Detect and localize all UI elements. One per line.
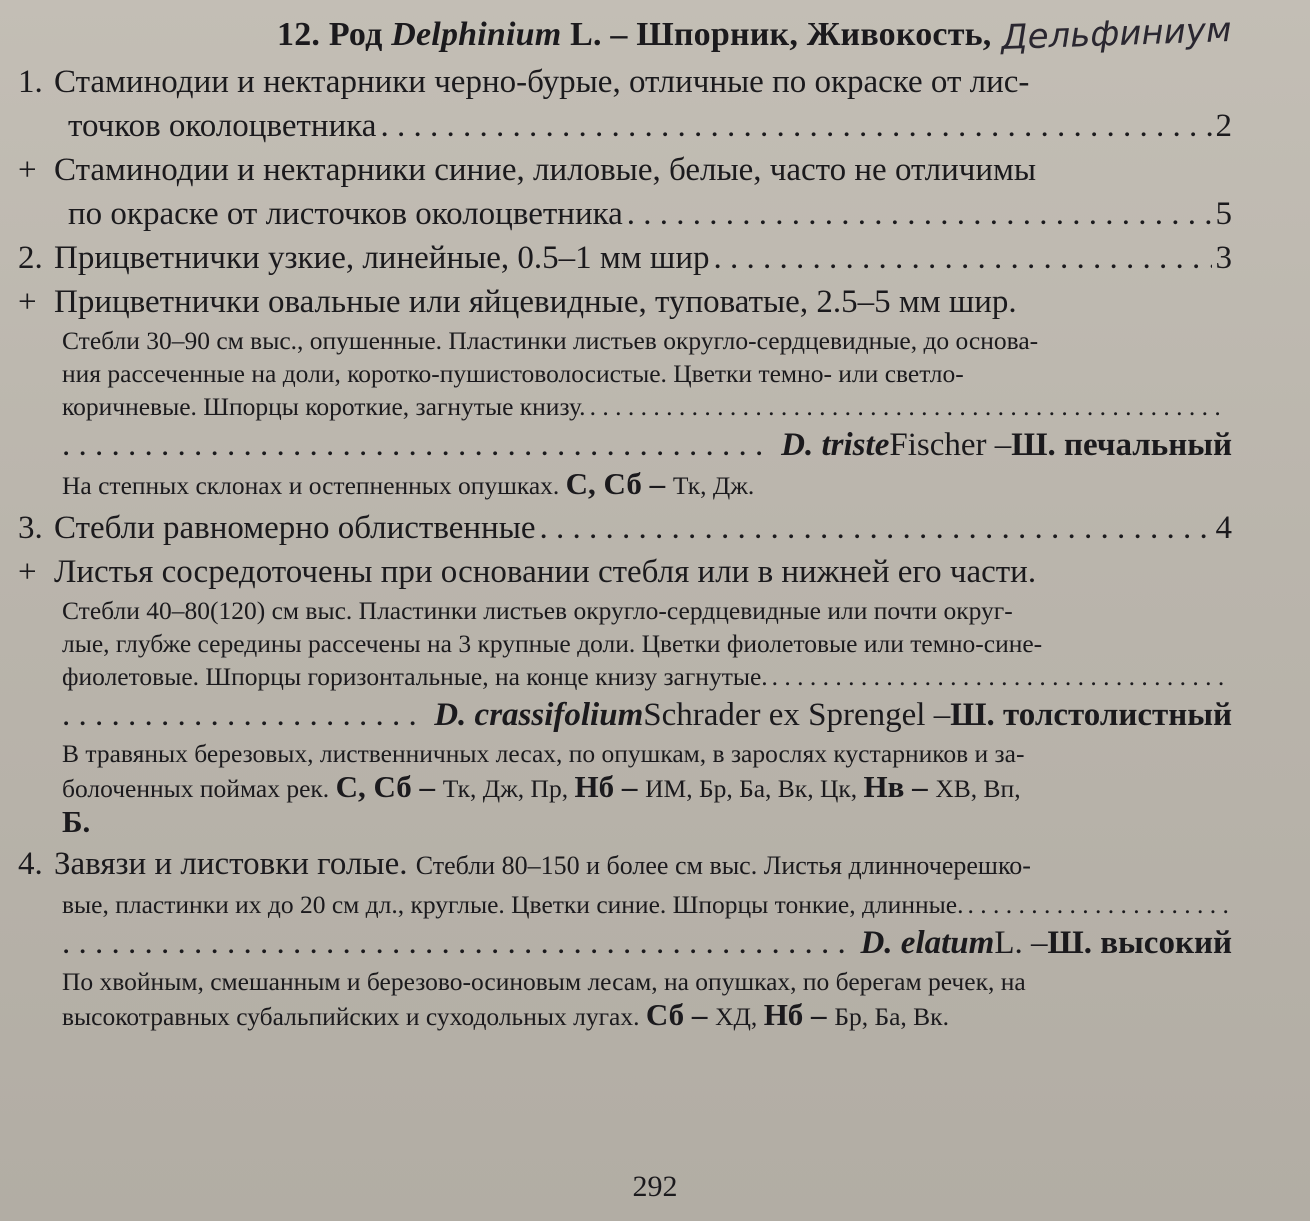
- region-subcode: Бр, Ба, Вк.: [834, 1002, 949, 1031]
- leader-dots: [62, 921, 852, 965]
- habitat-line: [62, 998, 1232, 1033]
- couplet-marker: 1.: [18, 64, 43, 100]
- couplet-text: Прицветнички узкие, линейные, 0.5–1 мм шир: [54, 240, 710, 276]
- species-russian-name: Ш. толстолистный: [950, 697, 1232, 733]
- leader-dots: [772, 660, 1228, 693]
- title-prefix: 12. Род: [277, 16, 392, 53]
- habitat-line: По хвойным, смешанным и березово-осиновым лесам, на опушках, по берегам речек, на: [62, 967, 1026, 996]
- species-author: L. –: [994, 925, 1048, 961]
- couplet-text: Завязи и листовки голые.: [54, 846, 416, 882]
- region-code: Б.: [62, 804, 91, 839]
- leader-dots: [540, 506, 1212, 550]
- habitat-text: болоченных поймах рек.: [62, 774, 336, 803]
- goto-number: 5: [1215, 196, 1232, 232]
- leader-dots: [714, 236, 1212, 280]
- species-name-line: [18, 921, 1232, 965]
- key-couplet-4: [18, 842, 1232, 888]
- species-russian-name: Ш. высокий: [1047, 925, 1232, 961]
- title-row: [18, 9, 1233, 59]
- goto-number: 3: [1215, 240, 1232, 276]
- habitat-text: высокотравных субальпийских и суходольных лугах.: [62, 1002, 646, 1031]
- region-subcode: ИМ, Бр, Ба, Вк, Цк,: [645, 774, 864, 803]
- region-code: С, Сб –: [565, 466, 673, 501]
- species-latin-name: D. elatum: [860, 925, 995, 961]
- region-subcode: ХД,: [715, 1002, 764, 1031]
- description-line: ния рассеченные на доли, коротко-пушистоволосистые. Цветки темно- или светло-: [62, 359, 964, 388]
- couplet-marker: +: [18, 152, 37, 188]
- leader-dots: [380, 104, 1211, 148]
- description-text: коричневые. Шпорцы короткие, загнутые книзу.: [62, 392, 586, 421]
- description-line: [62, 660, 1232, 693]
- leader-dots: [62, 693, 426, 737]
- species-habitat: [18, 737, 1232, 838]
- region-code: С, Сб –: [335, 769, 443, 804]
- region-subcode: Тк, Дж.: [672, 471, 755, 500]
- couplet-text: Листья сосредоточены при основании стебля или в нижней его части.: [54, 554, 1037, 590]
- couplet-marker: 4.: [18, 846, 43, 882]
- key-couplet-2: [18, 236, 1232, 280]
- title-genus: Delphinium: [391, 16, 562, 53]
- region-subcode: ХВ, Вп,: [935, 774, 1021, 803]
- species-russian-name: Ш. печальный: [1011, 427, 1232, 463]
- description-line: лые, глубже середины рассечены на 3 крупные доли. Цветки фиолетовые или темно-сине-: [62, 629, 1043, 658]
- key-couplet-1: [18, 60, 1232, 104]
- species-latin-name: D. triste: [781, 427, 890, 463]
- habitat-line: [62, 770, 1232, 805]
- title-suffix: L. – Шпорник, Живокость,: [561, 16, 992, 53]
- description-line: [62, 390, 1232, 423]
- region-code: Нб –: [574, 769, 646, 804]
- key-couplet-2b: [18, 280, 1232, 324]
- key-couplet-3: [18, 506, 1232, 550]
- leader-dots: [590, 390, 1228, 423]
- region-code: Нв –: [863, 769, 936, 804]
- couplet-text: Стаминодии и нектарники синие, лиловые, белые, часто не отличимы: [54, 152, 1037, 188]
- couplet-text: Стаминодии и нектарники черно-бурые, отличные по окраске от лис-: [54, 64, 1030, 100]
- species-name-line: [18, 423, 1232, 467]
- key-couplet-1b-cont: [18, 192, 1232, 236]
- genus-title: [277, 16, 991, 54]
- region-code: Сб –: [645, 997, 716, 1032]
- goto-number: 4: [1215, 510, 1232, 546]
- species-habitat: [18, 467, 1232, 502]
- species-description: [18, 324, 1232, 423]
- region-code: Нб –: [763, 997, 835, 1032]
- species-latin-name: D. crassifolium: [434, 697, 644, 733]
- leader-dots: [62, 423, 773, 467]
- couplet-text: по окраске от листочков околоцветника: [68, 196, 623, 232]
- species-author: Schrader ex Sprengel –: [643, 697, 951, 733]
- couplet-marker: 3.: [18, 510, 43, 546]
- couplet-text: Стебли равномерно облиственные: [54, 510, 536, 546]
- couplet-marker: 2.: [18, 240, 43, 276]
- leader-dots: [967, 888, 1228, 921]
- key-couplet-1-cont: [18, 104, 1232, 148]
- description-text: фиолетовые. Шпорцы горизонтальные, на конце книзу загнутые.: [62, 662, 768, 691]
- handwritten-note: Дельфиниум: [1000, 9, 1233, 59]
- species-name-line: [18, 693, 1232, 737]
- species-habitat: [18, 965, 1232, 1033]
- couplet-text: Прицветнички овальные или яйцевидные, туповатые, 2.5–5 мм шир.: [54, 284, 1017, 320]
- species-author: Fischer –: [889, 427, 1012, 463]
- species-description: [18, 888, 1232, 921]
- description-line: Стебли 30–90 см выс., опушенные. Пластинки листьев округло-сердцевидные, до основа-: [62, 326, 1039, 355]
- description-text: Стебли 80–150 и более см выс. Листья длинночерешко-: [415, 851, 1031, 880]
- habitat-line: В травяных березовых, лиственничных лесах, по опушкам, в зарослях кустарников и за-: [62, 739, 1025, 768]
- couplet-marker: +: [18, 554, 37, 590]
- couplet-text: точков околоцветника: [68, 108, 377, 144]
- key-couplet-3b: [18, 550, 1232, 594]
- habitat-text: На степных склонах и остепненных опушках.: [62, 471, 566, 500]
- key-couplet-1b: [18, 148, 1232, 192]
- page-number: 292: [632, 1170, 678, 1203]
- goto-number: 2: [1215, 108, 1232, 144]
- region-subcode: Тк, Дж, Пр,: [442, 774, 575, 803]
- leader-dots: [627, 192, 1212, 236]
- couplet-marker: +: [18, 284, 37, 320]
- species-description: [18, 594, 1232, 693]
- description-text: вые, пластинки их до 20 см дл., круглые. Цветки синие. Шпорцы тонкие, длинные.: [62, 890, 964, 919]
- description-line: Стебли 40–80(120) см выс. Пластинки листьев округло-сердцевидные или почти округ-: [62, 596, 1013, 625]
